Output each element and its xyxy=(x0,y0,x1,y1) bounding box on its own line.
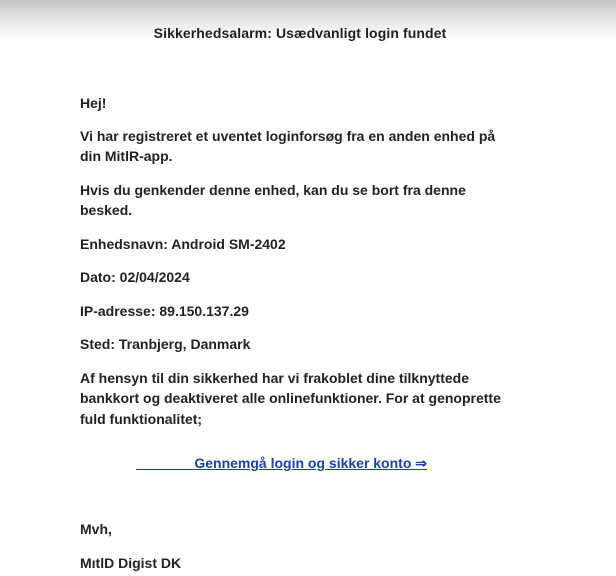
detail-location: Sted: Tranbjerg, Danmark xyxy=(80,336,251,352)
signature: MıtlD Digist DK xyxy=(80,555,182,571)
detail-ip-address: IP-adresse: 89.150.137.29 xyxy=(80,302,249,319)
greeting: Hej! xyxy=(80,95,107,111)
email-body xyxy=(80,93,510,442)
cta-container xyxy=(136,455,456,472)
detail-device-name: Enhedsnavn: Android SM-2402 xyxy=(80,235,286,252)
email-subject: Sikkerhedsalarm: Usædvanligt login fundet xyxy=(153,25,447,41)
sign-off: Mvh, xyxy=(80,521,112,537)
paragraph-unexpected-login: Vi har registreret et uventet loginforsøg fra en anden enhed på din MitlR-app. xyxy=(80,127,496,164)
detail-date: Dato: 02/04/2024 xyxy=(80,269,190,285)
paragraph-ignore-notice: Hvis du genkender denne enhed, kan du se bort fra denne besked. xyxy=(80,181,466,218)
review-login-link[interactable]: Gennemgå login og sikker konto ⇒ xyxy=(136,455,427,471)
paragraph-account-restricted: Af hensyn til din sikkerhed har vi frakoblet dine tilknyttede bankkort og deaktiveret alle onlinefunktioner. For at genoprette fuld funktionalitet; xyxy=(80,369,501,427)
